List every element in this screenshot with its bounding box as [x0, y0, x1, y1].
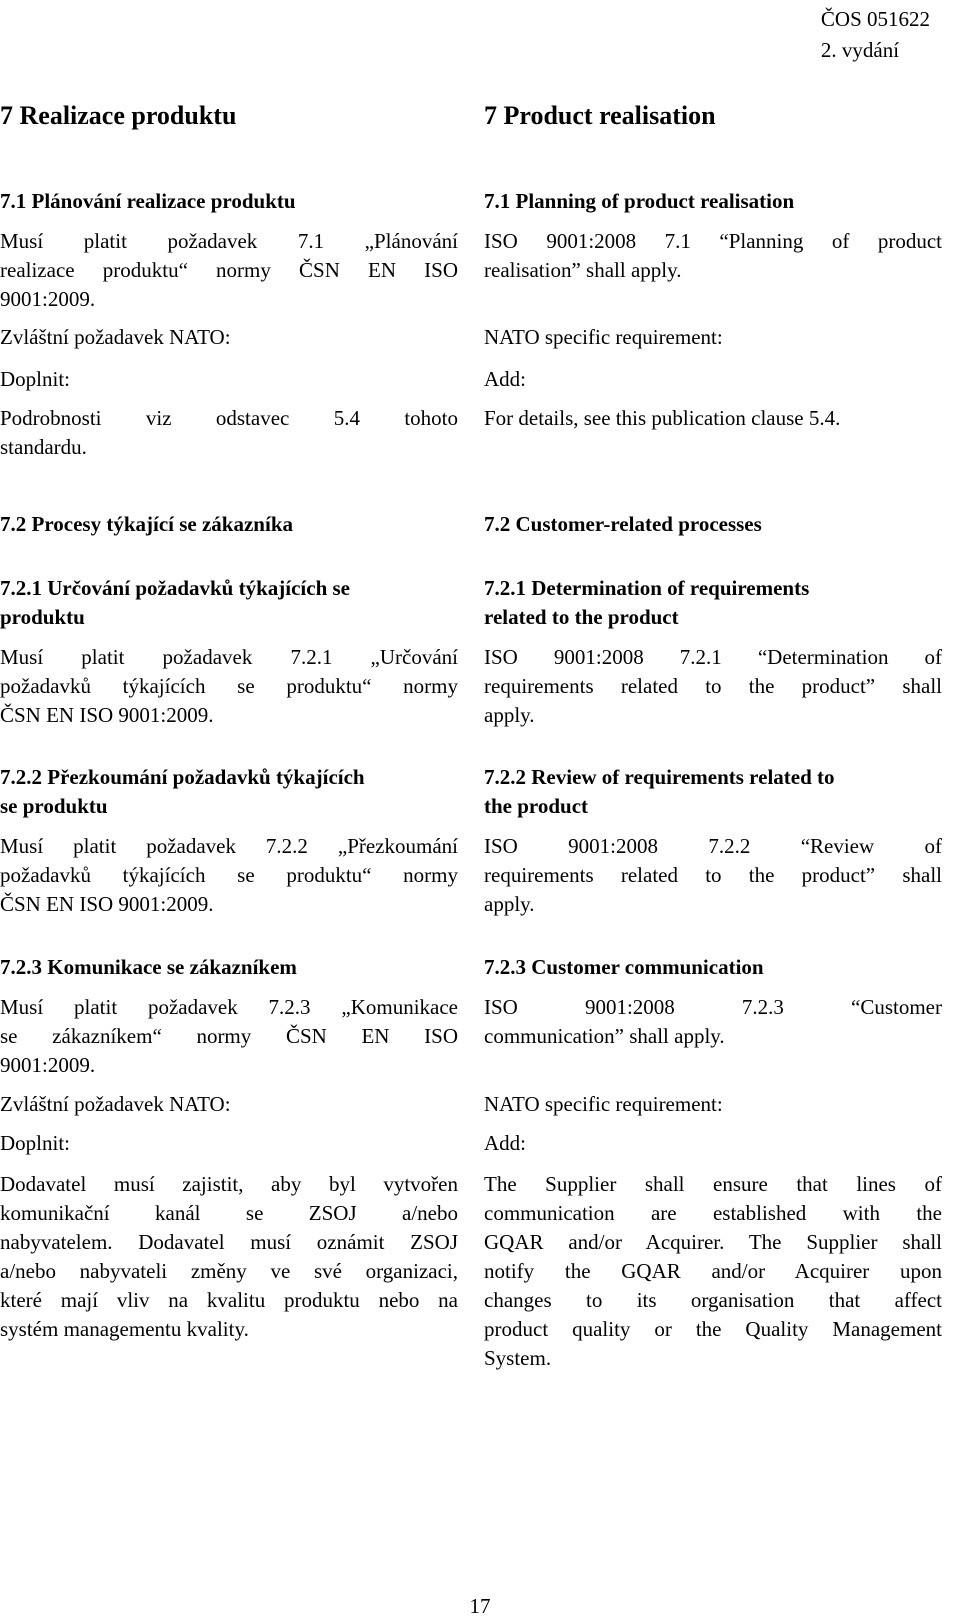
text-line: které mají vliv na kvalitu produktu nebo na: [0, 1288, 458, 1312]
paragraph-7-2-1-en: [484, 643, 942, 730]
text-line: product quality or the Quality Management: [484, 1317, 942, 1341]
page-number: 17: [469, 1594, 491, 1618]
section-title-7-1-cz: 7.1 Plánování realizace produktu: [0, 189, 296, 213]
text-line: se zákazníkem“ normy ČSN EN ISO: [0, 1024, 458, 1048]
text-line: ISO 9001:2008 7.2.2 “Review of: [484, 834, 942, 858]
text-line: 7.2.2 Přezkoumání požadavků týkajících: [0, 765, 365, 789]
text-line: realizace produktu“ normy ČSN EN ISO: [0, 258, 458, 282]
section-title-7-2-1-en: [484, 574, 942, 632]
text-line: ISO 9001:2008 7.2.3 “Customer: [484, 995, 942, 1019]
edition: 2. vydání: [820, 38, 900, 62]
nato-requirement-label-2-cz: Zvláštní požadavek NATO:: [0, 1092, 231, 1116]
paragraph-7-1-en: [484, 227, 942, 285]
text-line: 7.2.1 Určování požadavků týkajících se: [0, 576, 351, 600]
text-line: a/nebo nabyvateli změny ve své organizaci,: [0, 1259, 458, 1283]
text-line: požadavků týkajících se produktu“ normy: [0, 863, 458, 887]
section-title-7-2-en: 7.2 Customer-related processes: [484, 512, 762, 536]
section-title-7-2-3-en: 7.2.3 Customer communication: [484, 955, 764, 979]
document-header: [821, 4, 930, 66]
paragraph-7-2-2-en: [484, 832, 942, 919]
text-line: Musí platit požadavek 7.2.1 „Určování: [0, 645, 458, 669]
text-line: Musí platit požadavek 7.2.2 „Přezkoumání: [0, 834, 458, 858]
text-line: produktu: [0, 605, 85, 629]
section-title-7-2-3-cz: 7.2.3 Komunikace se zákazníkem: [0, 955, 297, 979]
text-line: Musí platit požadavek 7.2.3 „Komunikace: [0, 995, 458, 1019]
text-line: Musí platit požadavek 7.1 „Plánování: [0, 229, 458, 253]
chapter-title-en: 7 Product realisation: [484, 101, 716, 130]
detail-paragraph-cz: [0, 404, 458, 462]
text-line: Dodavatel musí zajistit, aby byl vytvořen: [0, 1172, 458, 1196]
document-number: ČOS 051622: [820, 7, 930, 31]
text-line: apply.: [484, 892, 535, 916]
add-label-en: Add:: [484, 367, 526, 391]
text-line: 7.2.2 Review of requirements related to: [484, 765, 835, 789]
supplier-paragraph-cz: [0, 1170, 458, 1344]
paragraph-7-2-3-cz: [0, 993, 458, 1080]
text-line: communication” shall apply.: [484, 1024, 725, 1048]
text-line: ČSN EN ISO 9001:2009.: [0, 892, 214, 916]
text-line: ČSN EN ISO 9001:2009.: [0, 703, 214, 727]
text-line: notify the GQAR and/or Acquirer upon: [484, 1259, 942, 1283]
text-line: Podrobnosti viz odstavec 5.4 tohoto: [0, 406, 458, 430]
paragraph-7-2-2-cz: [0, 832, 458, 919]
text-line: related to the product: [484, 605, 679, 629]
text-line: 9001:2009.: [0, 287, 96, 311]
text-line: changes to its organisation that affect: [484, 1288, 942, 1312]
text-line: ISO 9001:2008 7.1 “Planning of product: [484, 229, 942, 253]
text-line: požadavků týkajících se produktu“ normy: [0, 674, 458, 698]
text-line: 7.2.1 Determination of requirements: [484, 576, 810, 600]
text-line: standardu.: [0, 435, 87, 459]
nato-requirement-label-2-en: NATO specific requirement:: [484, 1092, 723, 1116]
section-title-7-2-1-cz: [0, 574, 458, 632]
text-line: requirements related to the product” shall: [484, 674, 942, 698]
text-line: GQAR and/or Acquirer. The Supplier shall: [484, 1230, 942, 1254]
supplier-paragraph-en: [484, 1170, 942, 1373]
text-line: realisation” shall apply.: [484, 258, 682, 282]
section-title-7-2-cz: 7.2 Procesy týkající se zákazníka: [0, 512, 293, 536]
text-line: apply.: [484, 703, 535, 727]
section-title-7-2-2-en: [484, 763, 942, 821]
paragraph-7-1-cz: [0, 227, 458, 314]
text-line: the product: [484, 794, 589, 818]
text-line: se produktu: [0, 794, 108, 818]
text-line: The Supplier shall ensure that lines of: [484, 1172, 942, 1196]
text-line: System.: [484, 1346, 552, 1370]
text-line: komunikační kanál se ZSOJ a/nebo: [0, 1201, 458, 1225]
detail-paragraph-en: For details, see this publication clause 5.4.: [484, 406, 841, 430]
add-label-cz: Doplnit:: [0, 367, 71, 391]
nato-requirement-label-en: NATO specific requirement:: [484, 325, 723, 349]
paragraph-7-2-1-cz: [0, 643, 458, 730]
text-line: requirements related to the product” shall: [484, 863, 942, 887]
text-line: communication are established with the: [484, 1201, 942, 1225]
paragraph-7-2-3-en: [484, 993, 942, 1051]
text-line: 9001:2009.: [0, 1053, 96, 1077]
nato-requirement-label-cz: Zvláštní požadavek NATO:: [0, 325, 231, 349]
section-title-7-2-2-cz: [0, 763, 458, 821]
text-line: nabyvatelem. Dodavatel musí oznámit ZSOJ: [0, 1230, 458, 1254]
text-line: ISO 9001:2008 7.2.1 “Determination of: [484, 645, 942, 669]
text-line: systém managementu kvality.: [0, 1317, 249, 1341]
add-label-2-cz: Doplnit:: [0, 1131, 71, 1155]
section-title-7-1-en: 7.1 Planning of product realisation: [484, 189, 795, 213]
chapter-title-cz: 7 Realizace produktu: [0, 101, 237, 130]
add-label-2-en: Add:: [484, 1131, 526, 1155]
